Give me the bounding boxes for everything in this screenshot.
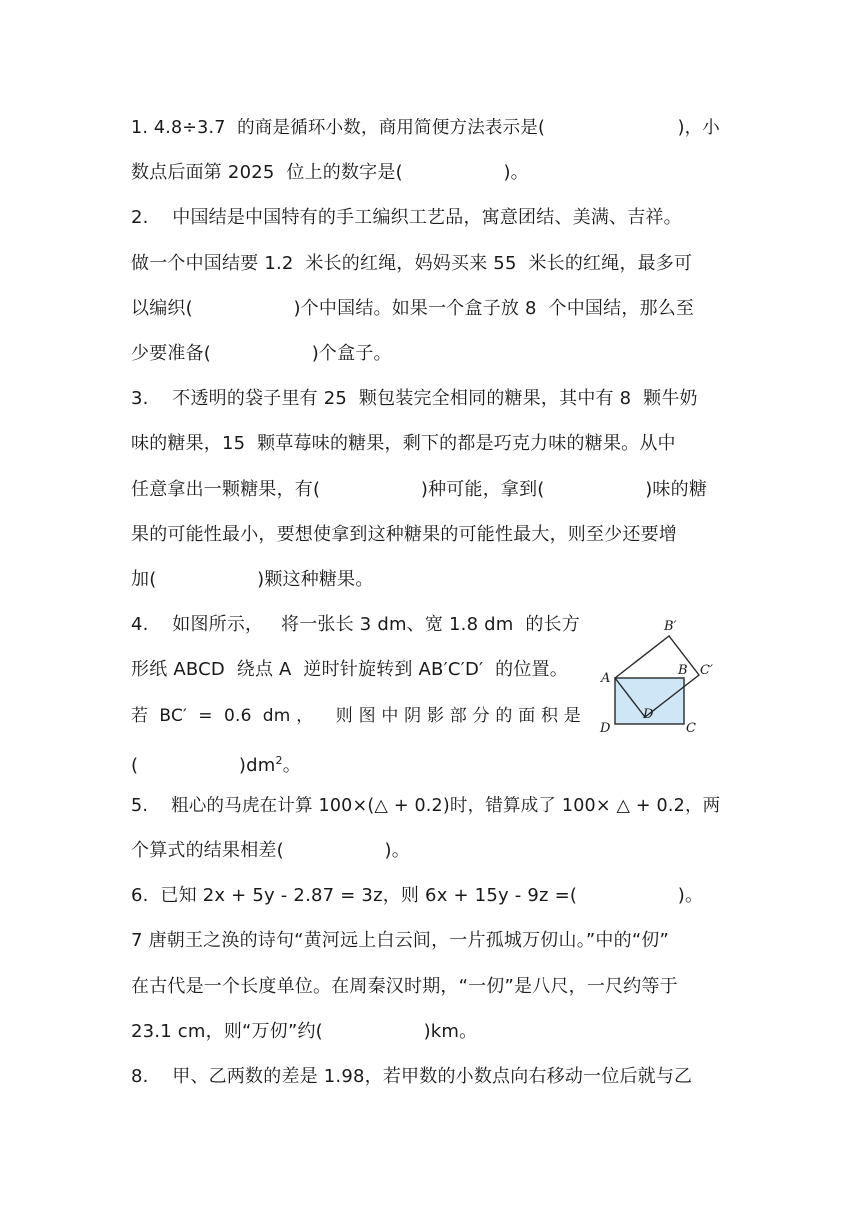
q2-line-4: 少要准备( )个盒子。 <box>131 343 392 364</box>
q3-line-3: 任意拿出一颗糖果，有( )种可能，拿到( )味的糖 <box>131 479 708 500</box>
label-c-prime: C′ <box>700 663 713 678</box>
q1-line-1: 1. 4.8÷3.7 的商是循环小数，商用简便方法表示是( )，小 <box>131 118 721 138</box>
q2-line-1: 2. 中国结是中国特有的手工编织工艺品，寓意团结、美满、吉祥。 <box>131 207 682 228</box>
q2-line-2: 做一个中国结要 1.2 米长的红绳，妈妈买来 55 米长的红绳，最多可 <box>131 253 693 274</box>
q3-line-5: 加( )颗这种糖果。 <box>131 569 374 590</box>
q2-line-3: 以编织( )个中国结。如果一个盒子放 8 个中国结，那么至 <box>131 298 695 319</box>
q4-line-1: 4. 如图所示， 将一张长 3 dm、宽 1.8 dm 的长方 <box>131 614 580 635</box>
label-a: A <box>601 671 611 686</box>
q1-line-2: 数点后面第 2025 位上的数字是( )。 <box>131 162 529 183</box>
label-d: D <box>600 721 611 736</box>
label-d-prime: D′ <box>643 707 657 722</box>
q8-line-1: 8. 甲、乙两数的差是 1.98，若甲数的小数点向右移动一位后就与乙 <box>131 1066 693 1087</box>
label-c: C <box>686 721 696 736</box>
q7-line-1: 7 唐朝王之涣的诗句“黄河远上白云间，一片孤城万仞山。”中的“仞” <box>131 930 670 951</box>
q5-line-2: 个算式的结果相差( )。 <box>131 840 410 861</box>
q3-line-2: 味的糖果，15 颗草莓味的糖果，剩下的都是巧克力味的糖果。从中 <box>131 433 676 454</box>
q4-unit-superscript: 2 <box>275 754 283 767</box>
label-b-prime: B′ <box>664 619 677 634</box>
q7-line-3: 23.1 cm，则“万仞”约( )km。 <box>131 1021 478 1042</box>
q3-line-4: 果的可能性最小，要想使拿到这种糖果的可能性最大，则至少还要增 <box>131 524 677 545</box>
q4-line-3: 若 BC′ = 0.6 dm ， 则 图 中 阴 影 部 分 的 面 积 是 <box>131 706 582 726</box>
q7-line-2: 在古代是一个长度单位。在周秦汉时期，“一仞”是八尺，一尺约等于 <box>131 976 678 997</box>
q6-line-1: 6. 已知 2x + 5y - 2.87 = 3z，则 6x + 15y - 9z =( )。 <box>131 885 704 906</box>
rotation-figure <box>598 616 726 740</box>
q4-line-4 <box>131 748 581 779</box>
q4-answer-blank: ( )dm <box>131 755 276 776</box>
q4-line-2: 形纸 ABCD 绕点 A 逆时针旋转到 AB′C′D′ 的位置。 <box>131 659 568 680</box>
q3-line-1: 3. 不透明的袋子里有 25 颗包装完全相同的糖果，其中有 8 颗牛奶 <box>131 388 698 409</box>
q5-line-1: 5. 粗心的马虎在计算 100×(△ + 0.2)时，错算成了 100× △ + 0.2，两 <box>131 796 721 816</box>
rotated-rectangle-diagram <box>598 616 726 740</box>
q4-end-mark: 。 <box>282 755 301 776</box>
label-b: B <box>678 663 688 678</box>
